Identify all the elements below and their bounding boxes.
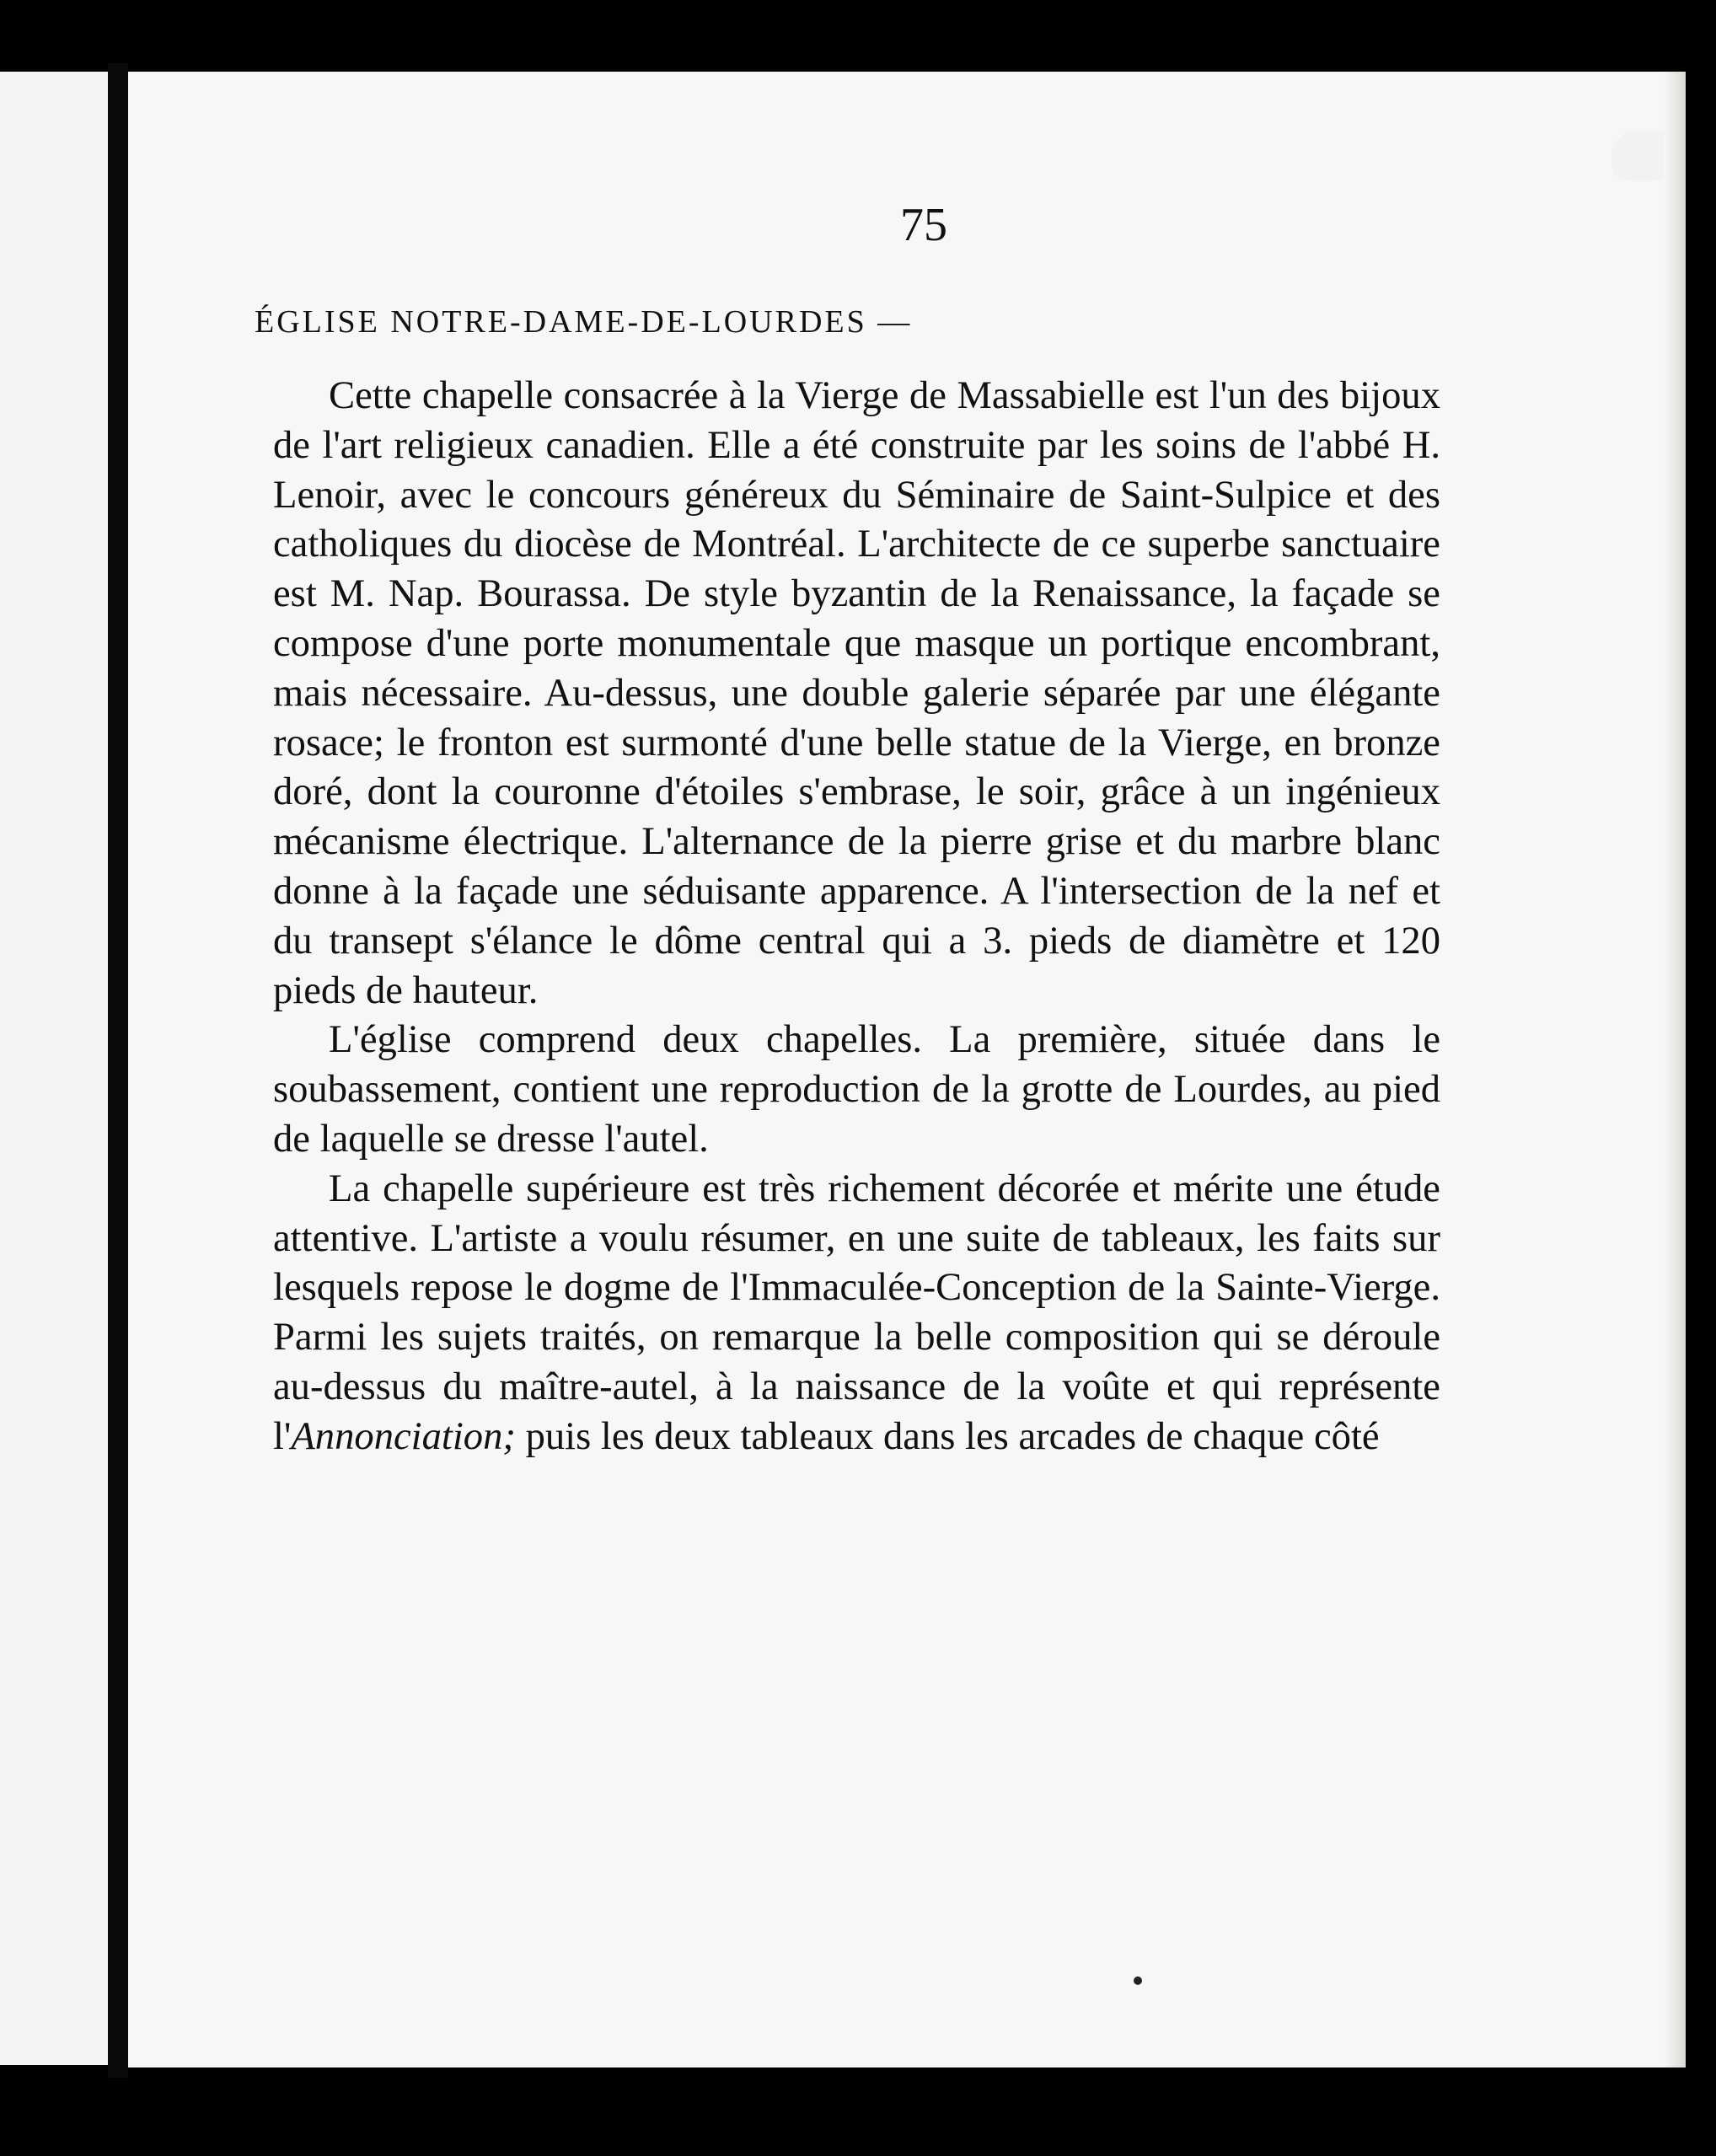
book-page (128, 72, 1686, 2068)
paragraph-3-text-after: puis les deux tableaux dans les arcades de chaque côté (515, 1413, 1380, 1458)
page-edge-shadow (1664, 72, 1686, 2068)
paragraph-2: L'église comprend deux chapelles. La première, située dans le soubassement, contient une reproduction de la grotte de Lourdes, au pied de laquelle se dresse l'autel. (273, 1017, 1440, 1161)
paragraph-1: Cette chapelle consacrée à la Vierge de Massabielle est l'un des bijoux de l'art religieux canadien. Elle a été construite par les soins de l'abbé H. Lenoir, avec le concours généreux du Séminaire de Saint-Sulpice et des catholiques du diocèse de Montréal. L'architecte de ce superbe sanctuaire est M. Nap. Bourassa. De style byzantin de la Renaissance, la façade se compose d'une porte monumentale que masque un portique encombrant, mais nécessaire. Au-dessus, une double galerie séparée par une élégante rosace; le fronton est surmonté d'une belle statue de la Vierge, en bronze doré, dont la couronne d'étoiles s'embrase, le soir, grâce à un ingénieux mécanisme électrique. L'alternance de la pierre grise et du marbre blanc donne à la façade une séduisante apparence. A l'intersection de la nef et du transept s'élance le dôme central qui a 3. pieds de diamètre et 120 pieds de hauteur. (273, 373, 1440, 1012)
book-gutter (108, 63, 128, 2078)
paragraph-3 (273, 1164, 1440, 1461)
paragraph-3-emphasis: Annonciation; (291, 1413, 516, 1458)
ink-speck (1134, 1976, 1142, 1985)
left-page-edge (0, 72, 110, 2065)
page-number: 75 (900, 199, 947, 251)
body-text (273, 371, 1440, 1461)
section-heading: ÉGLISE NOTRE-DAME-DE-LOURDES — (255, 304, 913, 340)
paragraph-3-text-before: La chapelle supérieure est très richement décorée et mérite une étude attentive. L'artiste a voulu résumer, en une suite de tableaux, les faits sur lesquels repose le dogme de l'Immaculée-Conception de la Sainte-Vierge. Parmi les sujets traités, on remarque la belle composition qui se déroule au-dessus du maître-autel, à la naissance de la voûte et qui représente l' (273, 1166, 1440, 1458)
